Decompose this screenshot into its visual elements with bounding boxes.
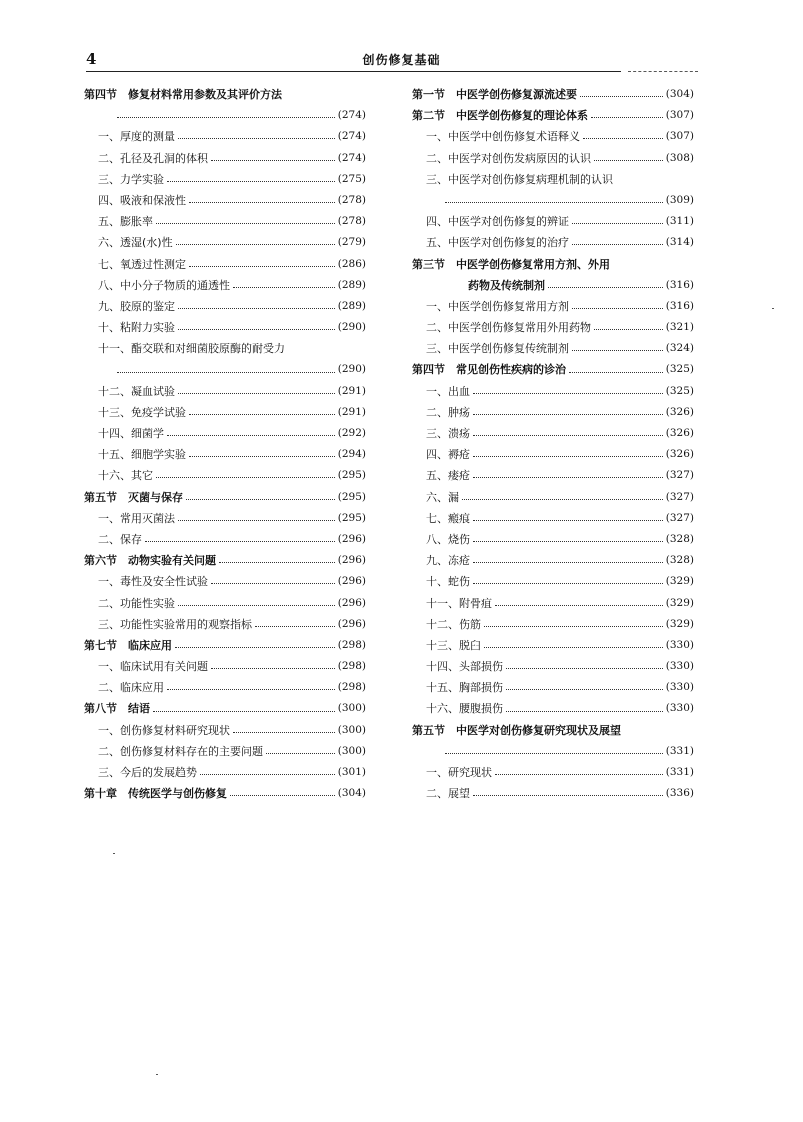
toc-entry: [84, 84, 366, 105]
toc-entry: [84, 402, 366, 423]
toc-entry: [412, 529, 694, 550]
toc-entry-title: 四、中医学对创伤修复的辨证: [426, 215, 569, 229]
toc-page-number: (274): [337, 109, 366, 122]
toc-page-number: (289): [337, 278, 366, 291]
dot-leader: [178, 329, 335, 330]
toc-entry-title: 十二、凝血试验: [98, 384, 175, 398]
toc-entry: [412, 783, 694, 804]
toc-entry: [412, 254, 694, 275]
toc-page-number: (304): [665, 88, 694, 100]
toc-entry: [412, 381, 694, 402]
dot-leader: [473, 562, 663, 563]
toc-left-column: [84, 84, 366, 804]
page-number: 4: [86, 50, 97, 68]
dot-leader: [178, 308, 335, 309]
dot-leader: [583, 138, 663, 139]
toc-entry-title: 一、毒性及安全性试验: [98, 575, 208, 589]
toc-page-number: (325): [665, 363, 694, 376]
toc-entry-title: 二、孔径及孔洞的体积: [98, 151, 208, 165]
toc-entry: [412, 359, 694, 380]
toc-page-number: (301): [337, 766, 366, 778]
toc-page-number: (307): [665, 130, 694, 143]
toc-entry-title: 七、瘢痕: [426, 511, 470, 525]
toc-page-number: (296): [337, 596, 366, 609]
toc-page-number: (290): [337, 321, 366, 334]
toc-entry-title: 三、中医学对创伤修复病理机制的认识: [426, 172, 613, 186]
toc-entry-title: 十、粘附力实验: [98, 321, 175, 335]
toc-entry-title: 十四、头部损伤: [426, 660, 503, 674]
toc-entry: [412, 190, 694, 211]
dot-leader: [572, 350, 663, 351]
toc-entry: [84, 593, 366, 614]
toc-entry-title: 二、功能性实验: [98, 596, 175, 610]
toc-page-number: (330): [665, 660, 694, 673]
toc-page-number: (326): [665, 405, 694, 418]
toc-page-number: (331): [665, 744, 694, 757]
dot-leader: [495, 605, 663, 606]
dot-leader: [233, 732, 335, 733]
toc-page-number: (296): [337, 575, 366, 588]
toc-entry-title: 十一、酯交联和对细菌胶原酶的耐受力: [98, 342, 285, 356]
toc-page-number: (278): [337, 193, 366, 206]
toc-entry: [84, 529, 366, 550]
toc-entry: [412, 550, 694, 571]
toc-entry-title: 五、瘘疮: [426, 469, 470, 483]
toc-entry-title: 一、研究现状: [426, 766, 492, 779]
toc-page-number: (291): [337, 405, 366, 418]
toc-page-number: (291): [337, 384, 366, 397]
toc-entry: [84, 783, 366, 804]
toc-entry: [84, 550, 366, 571]
toc-entry-title: 第十章 传统医学与创伤修复: [84, 787, 227, 801]
toc-entry: [412, 465, 694, 486]
toc-page-number: (300): [337, 702, 366, 715]
dot-leader: [473, 456, 663, 457]
toc-entry: [84, 169, 366, 190]
toc-entry-title: 十六、腰腹损伤: [426, 702, 503, 716]
dot-leader: [569, 372, 663, 373]
toc-entry-title: 八、中小分子物质的通透性: [98, 278, 230, 292]
toc-entry: [84, 126, 366, 147]
toc-entry-title: 二、展望: [426, 787, 470, 801]
toc-entry: [412, 614, 694, 635]
dot-leader: [211, 160, 335, 161]
dot-leader: [255, 626, 335, 627]
toc-page-number: (300): [337, 744, 366, 757]
toc-page-number: (275): [337, 172, 366, 185]
toc-entry: [84, 190, 366, 211]
toc-page-number: (328): [665, 554, 694, 567]
toc-page-number: (278): [337, 215, 366, 228]
dot-leader: [189, 414, 335, 415]
toc-entry: [84, 317, 366, 338]
dot-leader: [506, 689, 663, 690]
toc-entry: [84, 254, 366, 275]
toc-entry-title: 十三、免疫学试验: [98, 405, 186, 419]
toc-entry-title: 六、漏: [426, 490, 459, 504]
dot-leader: [572, 223, 663, 224]
dot-leader: [484, 626, 663, 627]
toc-entry-title: 九、胶原的鉴定: [98, 299, 175, 313]
toc-entry: [412, 148, 694, 169]
dot-leader: [117, 372, 335, 373]
toc-entry: [412, 126, 694, 147]
toc-entry: [412, 275, 694, 296]
toc-entry-title: 药物及传统制剂: [468, 278, 545, 292]
toc-entry: [412, 762, 694, 783]
scan-speck: [772, 308, 774, 309]
toc-entry-title: 一、中医学中创伤修复术语释义: [426, 130, 580, 144]
toc-entry-title: 十、蛇伤: [426, 575, 470, 589]
toc-entry-title: 十五、细胞学实验: [98, 448, 186, 462]
scan-speck: [156, 1074, 158, 1075]
toc-entry-title: 二、中医学对创伤发病原因的认识: [426, 151, 591, 165]
toc-entry-title: 一、常用灭菌法: [98, 511, 175, 525]
dot-leader: [178, 520, 335, 521]
toc-entry-title: 第三节 中医学创伤修复常用方剂、外用: [412, 257, 610, 271]
toc-entry: [412, 656, 694, 677]
toc-page-number: (316): [665, 278, 694, 291]
toc-page-number: (316): [665, 299, 694, 312]
toc-entry: [412, 105, 694, 126]
dot-leader: [211, 583, 335, 584]
toc-entry: [84, 232, 366, 253]
toc-entry-title: 一、出血: [426, 384, 470, 398]
toc-entry: [84, 359, 366, 380]
toc-entry-title: 十五、胸部损伤: [426, 681, 503, 695]
toc-entry: [84, 381, 366, 402]
toc-entry: [84, 762, 366, 783]
toc-page-number: (327): [665, 469, 694, 482]
toc-entry-title: 第五节 中医学对创伤修复研究现状及展望: [412, 723, 621, 737]
dot-leader: [473, 541, 663, 542]
dot-leader: [167, 689, 335, 690]
toc-entry: [412, 402, 694, 423]
dot-leader: [156, 223, 335, 224]
header-rule: [86, 71, 621, 72]
dot-leader: [473, 795, 663, 796]
toc-entry-title: 三、中医学创伤修复传统制剂: [426, 342, 569, 356]
dot-leader: [484, 647, 663, 648]
toc-entry-title: 第五节 灭菌与保存: [84, 490, 183, 504]
toc-page-number: (336): [665, 787, 694, 800]
toc-entry: [412, 487, 694, 508]
toc-entry-title: 三、今后的发展趋势: [98, 766, 197, 779]
toc-entry: [412, 338, 694, 359]
dot-leader: [178, 393, 335, 394]
toc-entry-title: 二、肿疡: [426, 405, 470, 419]
toc-entry-title: 五、膨胀率: [98, 215, 153, 229]
dot-leader: [473, 583, 663, 584]
dot-leader: [145, 541, 335, 542]
scan-speck: [113, 853, 115, 854]
toc-entry-title: 三、溃疡: [426, 427, 470, 440]
toc-entry: [84, 614, 366, 635]
toc-page-number: (274): [337, 130, 366, 143]
toc-entry-title: 十一、附骨疽: [426, 596, 492, 610]
dot-leader: [186, 499, 335, 500]
toc-entry-title: 第四节 常见创伤性疾病的诊治: [412, 363, 566, 377]
toc-page-number: (329): [665, 575, 694, 588]
dot-leader: [462, 499, 663, 500]
dot-leader: [230, 795, 335, 796]
toc-page-number: (309): [665, 193, 694, 206]
toc-entry: [84, 656, 366, 677]
toc-page-number: (295): [337, 469, 366, 482]
dot-leader: [156, 477, 335, 478]
toc-entry: [412, 720, 694, 741]
toc-page-number: (279): [337, 236, 366, 249]
toc-page-number: (295): [337, 511, 366, 524]
toc-entry: [84, 635, 366, 656]
dot-leader: [580, 96, 663, 97]
dot-leader: [178, 605, 335, 606]
toc-page-number: (311): [665, 215, 694, 228]
toc-page-number: (298): [337, 638, 366, 651]
toc-entry-title: 第一节 中医学创伤修复源流述要: [412, 88, 577, 101]
toc-page-number: (298): [337, 681, 366, 694]
toc-page-number: (294): [337, 448, 366, 461]
dot-leader: [594, 160, 663, 161]
toc-entry-title: 第七节 临床应用: [84, 638, 172, 652]
dot-leader: [594, 329, 663, 330]
toc-entry: [84, 105, 366, 126]
toc-entry: [84, 720, 366, 741]
toc-page-number: (326): [665, 427, 694, 439]
dot-leader: [572, 308, 663, 309]
dot-leader: [473, 435, 663, 436]
toc-entry-title: 一、厚度的测量: [98, 130, 175, 144]
dot-leader: [189, 456, 335, 457]
toc-page-number: (307): [665, 109, 694, 122]
dot-leader: [473, 393, 663, 394]
toc-page-number: (274): [337, 151, 366, 164]
toc-page-number: (330): [665, 702, 694, 715]
dot-leader: [591, 117, 663, 118]
toc-page-number: (296): [337, 554, 366, 567]
toc-entry-title: 三、功能性实验常用的观察指标: [98, 617, 252, 631]
dot-leader: [175, 647, 335, 648]
toc-entry-title: 第八节 结语: [84, 702, 150, 716]
toc-entry: [412, 317, 694, 338]
toc-entry-title: 一、中医学创伤修复常用方剂: [426, 299, 569, 313]
dot-leader: [167, 435, 335, 436]
header-rule-dashed: [628, 71, 698, 72]
toc-entry: [84, 338, 366, 359]
toc-page-number: (328): [665, 532, 694, 545]
toc-entry-title: 一、临床试用有关问题: [98, 660, 208, 674]
toc-entry: [412, 84, 694, 105]
dot-leader: [266, 753, 335, 754]
toc-entry: [84, 296, 366, 317]
toc-page-number: (292): [337, 427, 366, 439]
dot-leader: [495, 774, 663, 775]
dot-leader: [153, 711, 335, 712]
toc-page-number: (289): [337, 299, 366, 312]
dot-leader: [219, 562, 335, 563]
toc-entry: [84, 698, 366, 719]
toc-entry-title: 第四节 修复材料常用参数及其评价方法: [84, 88, 282, 101]
toc-entry-title: 二、创伤修复材料存在的主要问题: [98, 744, 263, 758]
dot-leader: [167, 181, 335, 182]
toc-entry-title: 一、创伤修复材料研究现状: [98, 723, 230, 737]
running-head: 创伤修复基础: [362, 53, 441, 67]
toc-entry: [412, 169, 694, 190]
dot-leader: [445, 202, 663, 203]
toc-page-number: (300): [337, 723, 366, 736]
toc-entry: [412, 508, 694, 529]
toc-entry: [84, 487, 366, 508]
toc-entry-title: 四、褥疮: [426, 448, 470, 462]
toc-entry: [412, 698, 694, 719]
toc-page-number: (286): [337, 257, 366, 270]
toc-page-number: (296): [337, 532, 366, 545]
toc-entry: [84, 571, 366, 592]
toc-page-number: (331): [665, 766, 694, 778]
toc-page-number: (327): [665, 490, 694, 503]
toc-entry-title: 第二节 中医学创伤修复的理论体系: [412, 109, 588, 123]
toc-page-number: (330): [665, 681, 694, 694]
toc-entry-title: 十二、伤筋: [426, 617, 481, 631]
dot-leader: [506, 711, 663, 712]
toc-entry-title: 四、吸液和保液性: [98, 193, 186, 207]
dot-leader: [176, 244, 335, 245]
toc-entry: [412, 677, 694, 698]
toc-entry: [412, 296, 694, 317]
dot-leader: [548, 287, 663, 288]
dot-leader: [117, 117, 335, 118]
toc-page-number: (324): [665, 342, 694, 355]
toc-entry-title: 二、中医学创伤修复常用外用药物: [426, 321, 591, 335]
toc-entry-title: 三、力学实验: [98, 172, 164, 186]
toc-page-number: (308): [665, 151, 694, 164]
toc-page-number: (325): [665, 384, 694, 397]
dot-leader: [178, 138, 335, 139]
toc-entry: [84, 465, 366, 486]
toc-entry: [412, 741, 694, 762]
toc-entry-title: 第六节 动物实验有关问题: [84, 554, 216, 568]
toc-entry-title: 十六、其它: [98, 469, 153, 483]
toc-entry-title: 六、透湿(水)性: [98, 236, 173, 250]
dot-leader: [200, 774, 335, 775]
dot-leader: [473, 477, 663, 478]
toc-right-column: [412, 84, 694, 804]
toc-entry-title: 十四、细菌学: [98, 427, 164, 440]
toc-entry: [412, 593, 694, 614]
toc-entry: [412, 635, 694, 656]
toc-entry: [412, 423, 694, 444]
toc-entry-title: 二、保存: [98, 532, 142, 546]
toc-entry: [412, 211, 694, 232]
toc-page-number: (295): [337, 490, 366, 503]
toc-entry: [412, 571, 694, 592]
dot-leader: [211, 668, 335, 669]
toc-page-number: (321): [665, 321, 694, 334]
toc-entry: [84, 423, 366, 444]
toc-entry-title: 九、冻疮: [426, 554, 470, 568]
dot-leader: [473, 520, 663, 521]
toc-entry: [84, 275, 366, 296]
dot-leader: [445, 753, 663, 754]
toc-entry: [84, 211, 366, 232]
dot-leader: [572, 244, 663, 245]
toc-page-number: (298): [337, 660, 366, 673]
toc-page-number: (329): [665, 617, 694, 630]
toc-entry: [84, 148, 366, 169]
dot-leader: [189, 266, 335, 267]
dot-leader: [473, 414, 663, 415]
toc-entry-title: 八、烧伤: [426, 532, 470, 546]
toc-entry: [84, 677, 366, 698]
toc-page-number: (290): [337, 363, 366, 376]
toc-page-number: (327): [665, 511, 694, 524]
toc-page-number: (330): [665, 638, 694, 651]
dot-leader: [233, 287, 335, 288]
dot-leader: [189, 202, 335, 203]
toc-entry: [412, 444, 694, 465]
toc-entry: [84, 508, 366, 529]
toc-page-number: (326): [665, 448, 694, 461]
toc-page-number: (304): [337, 787, 366, 800]
toc-entry: [84, 444, 366, 465]
toc-page-number: (329): [665, 596, 694, 609]
toc-page-number: (296): [337, 617, 366, 630]
toc-entry-title: 二、临床应用: [98, 681, 164, 695]
dot-leader: [506, 668, 663, 669]
toc-entry-title: 十三、脱臼: [426, 638, 481, 652]
toc-entry-title: 七、氧透过性测定: [98, 257, 186, 271]
toc-entry: [84, 741, 366, 762]
toc-entry-title: 五、中医学对创伤修复的治疗: [426, 236, 569, 250]
toc-entry: [412, 232, 694, 253]
toc-page-number: (314): [665, 236, 694, 249]
